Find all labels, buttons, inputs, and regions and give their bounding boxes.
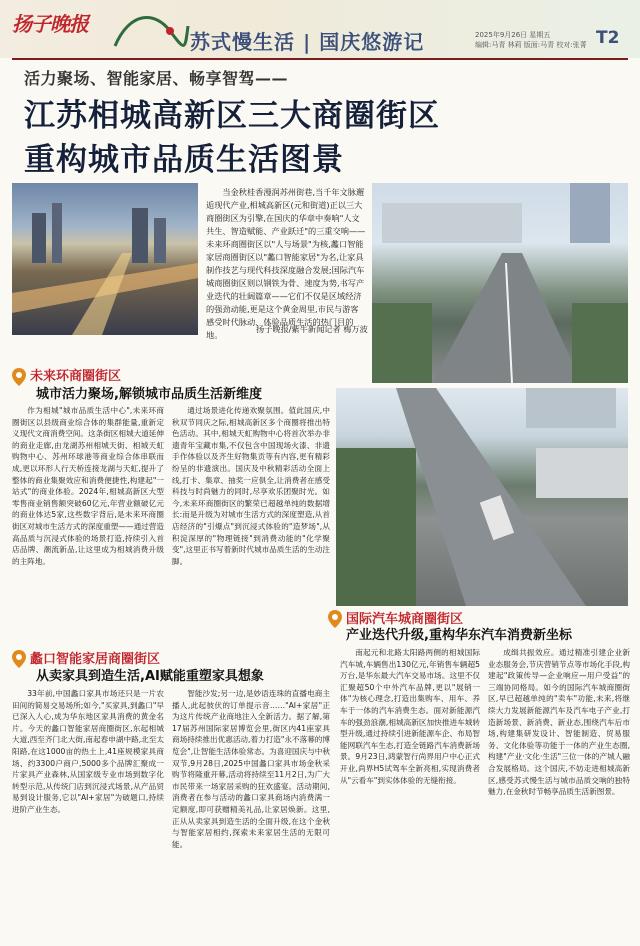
article-column: 南起元和北路太阳路两侧的相城国际汽车城,车辆售出130亿元,年销售车辆超5万台,是华东最大汽车交易市场。这里不仅汇聚超50个中外汽车品牌,更以"展销一体"为核心理念,打造出集购车、用车、养车于一体的汽车消费生态。面对新能源汽车的强劲浪潮,相城高新区加快推进车城转型升级,通过持续引进新能源车企、布局智能网联汽车生态,打造全链路汽车消费新场景。9月23日,鸿蒙智行尚界用户中心正式开业,尚界H5试驾车全新亮相,实现消费者从"云看车"到实体体验的无缝衔接。 xyxy=(340,648,480,785)
newspaper-logo: 扬子晚报 xyxy=(12,12,88,36)
photo-city-night-aerial xyxy=(12,183,198,335)
article-column: 通过场景进化传递欢聚氛围。值此国庆,中秋双节同庆之际,相城高新区多个商圈将推出特色活动。其中,相城天虹购物中心将首次举办非遗青年宝藏市集,不仅包含中国现场火漆、非遗手作体验以及齐生好物集贡等有内容,更有精彩纷呈的非遗演出。国庆及中秋精彩活动全面上线,打卡、集章、抽奖一应俱全,让消费者在感受科技与时尚魅力的同时,尽享欢乐团聚时光。如今,未来环商圈街区的繁荣已超越单纯的数据增长:而是升级为对城市生活方式的深度塑造,从首店经济的"引爆点"到沉浸式体验的"造梦场",从积淀深厚的"物理链接"到消费动能的"化学聚变",这里正书写着新时代城市品质生活的生动注脚。 xyxy=(172,406,330,566)
location-pin-icon xyxy=(12,650,26,668)
page-number: T2 xyxy=(596,28,620,48)
section-subtitle-auto-city: 产业迭代升级,重构华东汽车消费新坐标 xyxy=(346,628,572,643)
section-subtitle-future-ring: 城市活力聚场,解锁城市品质生活新维度 xyxy=(36,387,262,402)
article-column: 33年前,中国蠡口家具市场还只是一片农田间的简易交易场所;如今,"买家具,到蠡口"早已深入人心,成为华东地区家具消费的黄金名片。今天的蠡口智能家居商圈街区,东起相城大道,西至齐门北大街,南起春申湖中路,北至太阳路,在这1000亩的热土上,41座规模家具商场、约3300户商户,5000多个品牌汇聚成一片家具产业森林,从国家级专业市场到数字化转型示范,从传统门店到沉浸式场景,从产品贸易到设计服务,它以"AI+家居"为破题口,持续进阶产业生态。 xyxy=(12,689,164,814)
headline-line-1: 江苏相城高新区三大商圈街区 xyxy=(24,98,440,134)
article-column: 智能沙发;另一边,是妙语连珠的直播电商主播人,此起彼伏的订单提示音……"AI+家居"正为这片传统产业商地注入全新活力。据了解,第17届苏州国际家居博览会里,街区内41座家具商场持续推出优惠活动,着力打造"永不落幕的博览会",让智能生活体验常态。为喜迎国庆与中秋双节,9月28日,2025中国蠡口家具市场金秋采购节将隆重开幕,活动将持续至11月2日,为广大市民带来一场家居采购的狂欢盛宴。活动期间,消费者在参与活动的蠡口家具商场内消费满一定额度,即可获赠精美礼品,让家居焕新。这里,正从从卖家具到造生活的全面升级,在这个金秋与智能家居相约,探索未来家居生活的无限可能。 xyxy=(172,689,330,849)
byline: 扬子晚报/紫牛新闻记者 梅万波 xyxy=(256,324,368,334)
headline-kicker: 活力聚场、智能家居、畅享智驾—— xyxy=(24,69,289,88)
photo-auto-city-road xyxy=(336,388,628,606)
intro-paragraph: 当金秋桂香漫润苏州街巷,当千年文脉邂逅现代产业,相城高新区(元和街道)正以三大商圈街区为引擎,在国庆的华章中奏响"人文共生、智造赋能、产业跃迁"的三重交响——未来环商圈街区以"人与场景"为核,蠡口智能家居商圈街区以"蠡口智能家居"为名,让家具制作技艺与现代科技深度融合发展;国际汽车城商圈街区则以钢铁为骨、速度为势,书写产业迭代的壮阔篇章——它们不仅是区域经济的强劲动能,更是这个黄金周里,市民与游客感受时代脉动、体验品质生活的热门目的地。 xyxy=(206,187,366,340)
headline-line-2: 重构城市品质生活图景 xyxy=(24,142,344,178)
article-column: 成缉共振效应。通过精准引建企业新业态服务会,节庆营销节点等市场化手段,构建起"政策传导—企业响应—用户受益"的三端协同格局。如今的国际汽车城商圈街区,早已超越单纯的"卖车"功能,未来,将继续大力发展新能源汽车及汽车电子产业,打造新场景、新消费、新业态,围绕汽车后市场,构建集研发设计、智能制造、贸易服务、文化体验等功能于一体的产业生态圈,构建"产业·文化·生活"三位一体的产城人融合发展格局。这个国庆,不妨走进相城高新区,感受苏式慢生活与城市品质交响的独特魅力,在金秋时节畅享品质生活新图景。 xyxy=(488,648,630,797)
section-subtitle-likou-home: 从卖家具到造生活,AI赋能重塑家具想象 xyxy=(36,669,264,684)
section-title-future-ring: 未来环商圈街区 xyxy=(30,369,122,384)
date-line: 2025年9月26日 星期五 xyxy=(475,31,551,39)
section-title-auto-city: 国际汽车城商圈街区 xyxy=(346,612,464,627)
column-title: 苏式慢生活 | 国庆悠游记 xyxy=(190,30,425,54)
staff-line: 编辑:马青 林莉 版面:马青 校对:张菁 xyxy=(475,41,587,49)
location-pin-icon xyxy=(328,610,342,628)
location-pin-icon xyxy=(12,368,26,386)
decorative-swirl-icon xyxy=(110,6,190,56)
article-column: 作为相城"城市品质生活中心",未来环商圈街区以县级商业综合体的集群能量,重新定义现代文商消费空间。这条街区相城大道延伸的商业走廊,由龙湖苏州相城天街、相城天虹购物中心、苏州环球港等商业综合体串联而成,更以环形人行天桥连接龙湖与天虹,提升了整体的商业集聚效应和消费便捷性,构建起"一站式"的商业体验。2024年,相城高新区大型零售商业销售额突破60亿元,年营业额破亿元的商业体达5家,这些数字背后,是未来环商圈街区对城市生活方式的深度重塑——通过营造高品质与沉浸式体验的场景打造,持续引入首店品牌、潮流新品,让这里成为相城消费升级的主阵地。 xyxy=(12,406,164,566)
photo-city-boulevard xyxy=(372,183,628,383)
masthead-rule xyxy=(12,58,628,60)
section-title-likou-home: 蠡口智能家居商圈街区 xyxy=(30,652,161,667)
